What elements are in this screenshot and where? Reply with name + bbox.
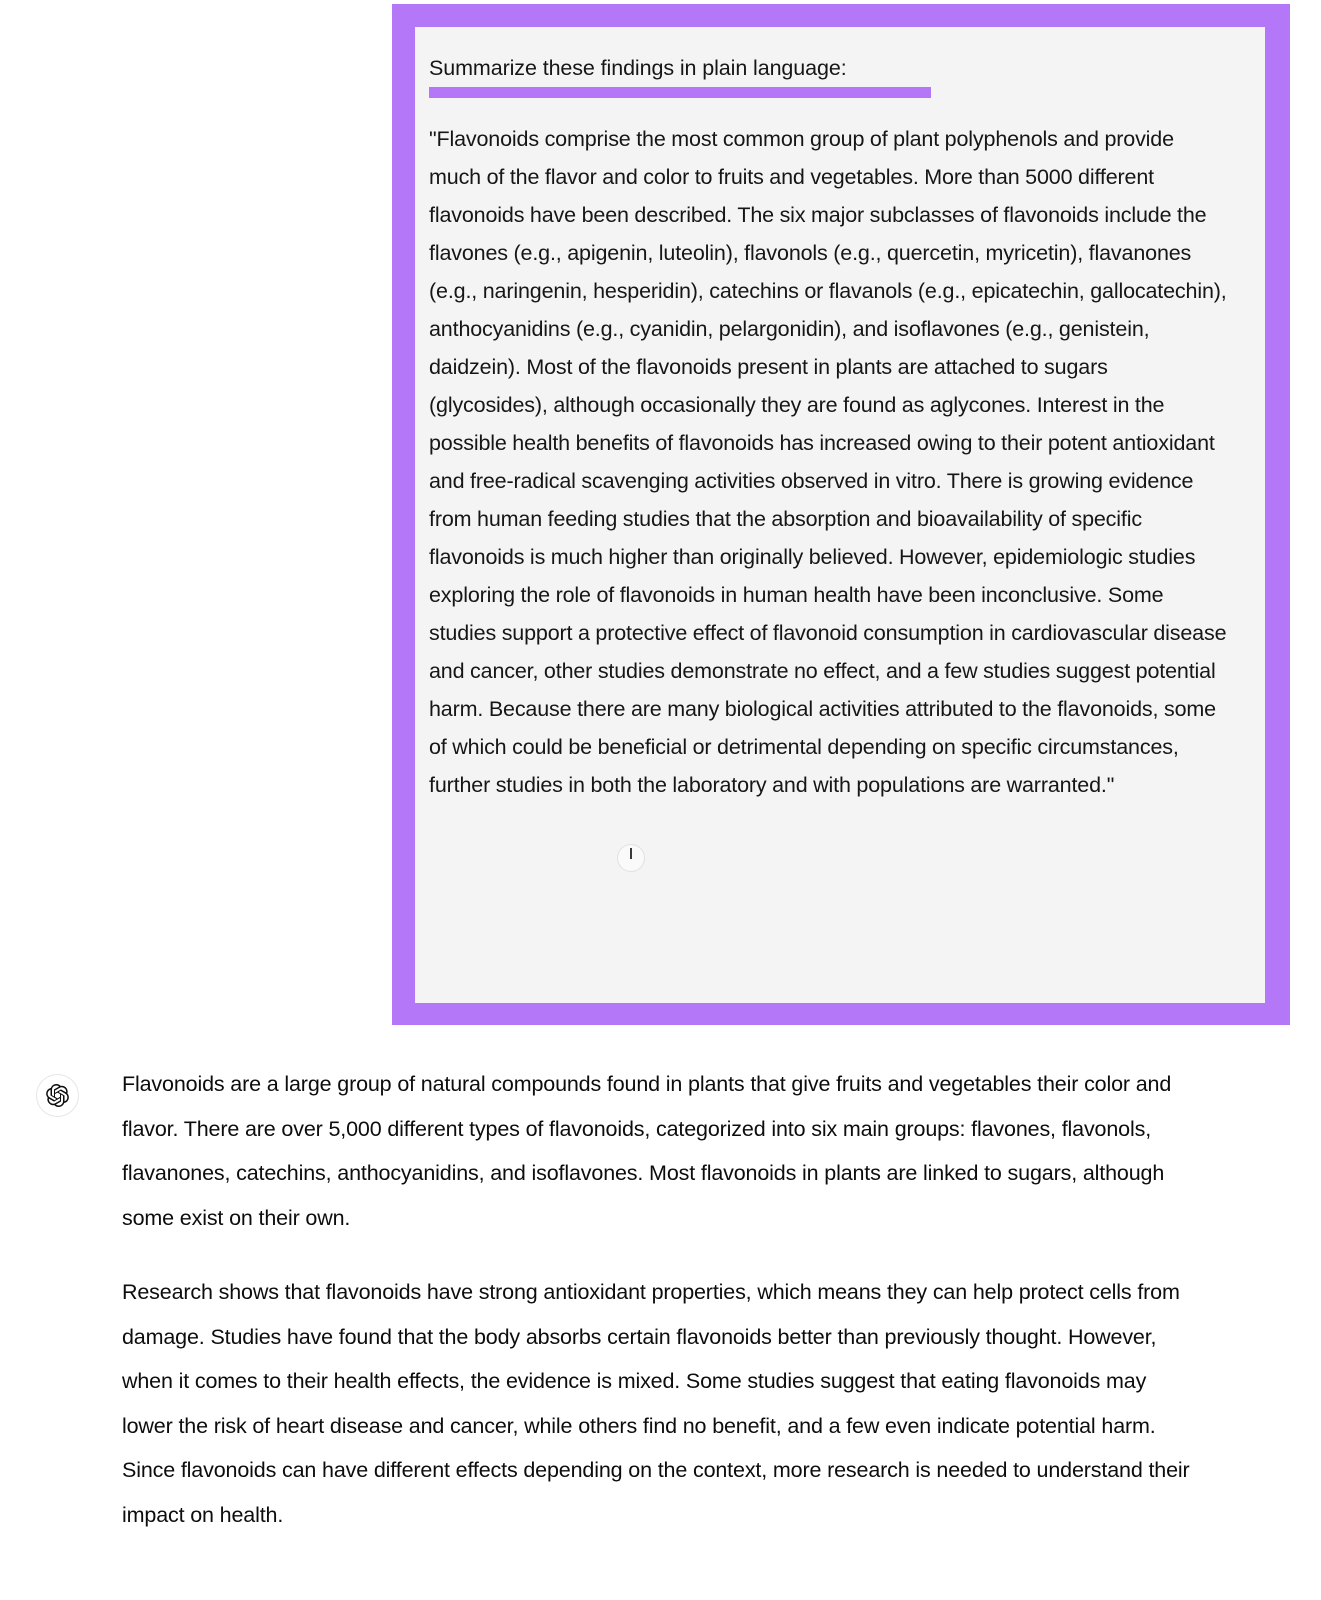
openai-logo-icon: [46, 1084, 69, 1107]
user-prompt-heading: Summarize these findings in plain language:: [429, 56, 847, 80]
user-prompt-quoted-text: "Flavonoids comprise the most common group of plant polyphenols and provide much of the flavor and color to fruits and vegetables. More than 5000 different flavonoids have been described. The six major subclasses of flavonoids include the flavones (e.g., apigenin, luteolin), flavonols (e.g., quercetin, myricetin), flavanones (e.g., naringenin, hesperidin), catechins or flavanols (e.g., epicatechin, gallocatechin), anthocyanidins (e.g., cyanidin, pelargonidin), and isoflavones (e.g., genistein, daidzein). Most of the flavonoids present in plants are attached to sugars (glycosides), although occasionally they are found as aglycones. Interest in the possible health benefits of flavonoids has increased owing to their potent antioxidant and free-radical scavenging activities observed in vitro. There is growing evidence from human feeding studies that the absorption and bioavailability of specific flavonoids is much higher than originally believed. However, epidemiologic studies exploring the role of flavonoids in human health have been inconclusive. Some studies support a protective effect of flavonoid consumption in cardiovascular disease and cancer, other studies demonstrate no effect, and a few studies suggest potential harm. Because there are many biological activities attributed to the flavonoids, some of which could be beneficial or detrimental depending on specific circumstances, further studies in both the laboratory and with populations are warranted.": [429, 127, 1227, 797]
assistant-message-text: [122, 1062, 1257, 1537]
assistant-message: [0, 1062, 1321, 1537]
user-prompt-inner: [415, 27, 1265, 1003]
user-prompt-card: [392, 4, 1290, 1025]
assistant-paragraph-2: Research shows that flavonoids have strong antioxidant properties, which means they can help protect cells from damage. Studies have found that the body absorbs certain flavonoids better than previously thought. However, when it comes to their health effects, the evidence is mixed. Some studies suggest that eating flavonoids may lower the risk of heart disease and cancer, while others find no benefit, and a few even indicate potential harm. Since flavonoids can have different effects depending on the context, more research is needed to understand their impact on health.: [122, 1280, 1190, 1527]
avatar: [36, 1074, 79, 1117]
heading-underline-accent: [429, 87, 931, 98]
assistant-paragraph-1: Flavonoids are a large group of natural compounds found in plants that give fruits and vegetables their color and flavor. There are over 5,000 different types of flavonoids, categorized into six main groups: flavones, flavonols, flavanones, catechins, anthocyanidins, and isoflavones. Most flavonoids in plants are linked to sugars, although some exist on their own.: [122, 1072, 1172, 1230]
